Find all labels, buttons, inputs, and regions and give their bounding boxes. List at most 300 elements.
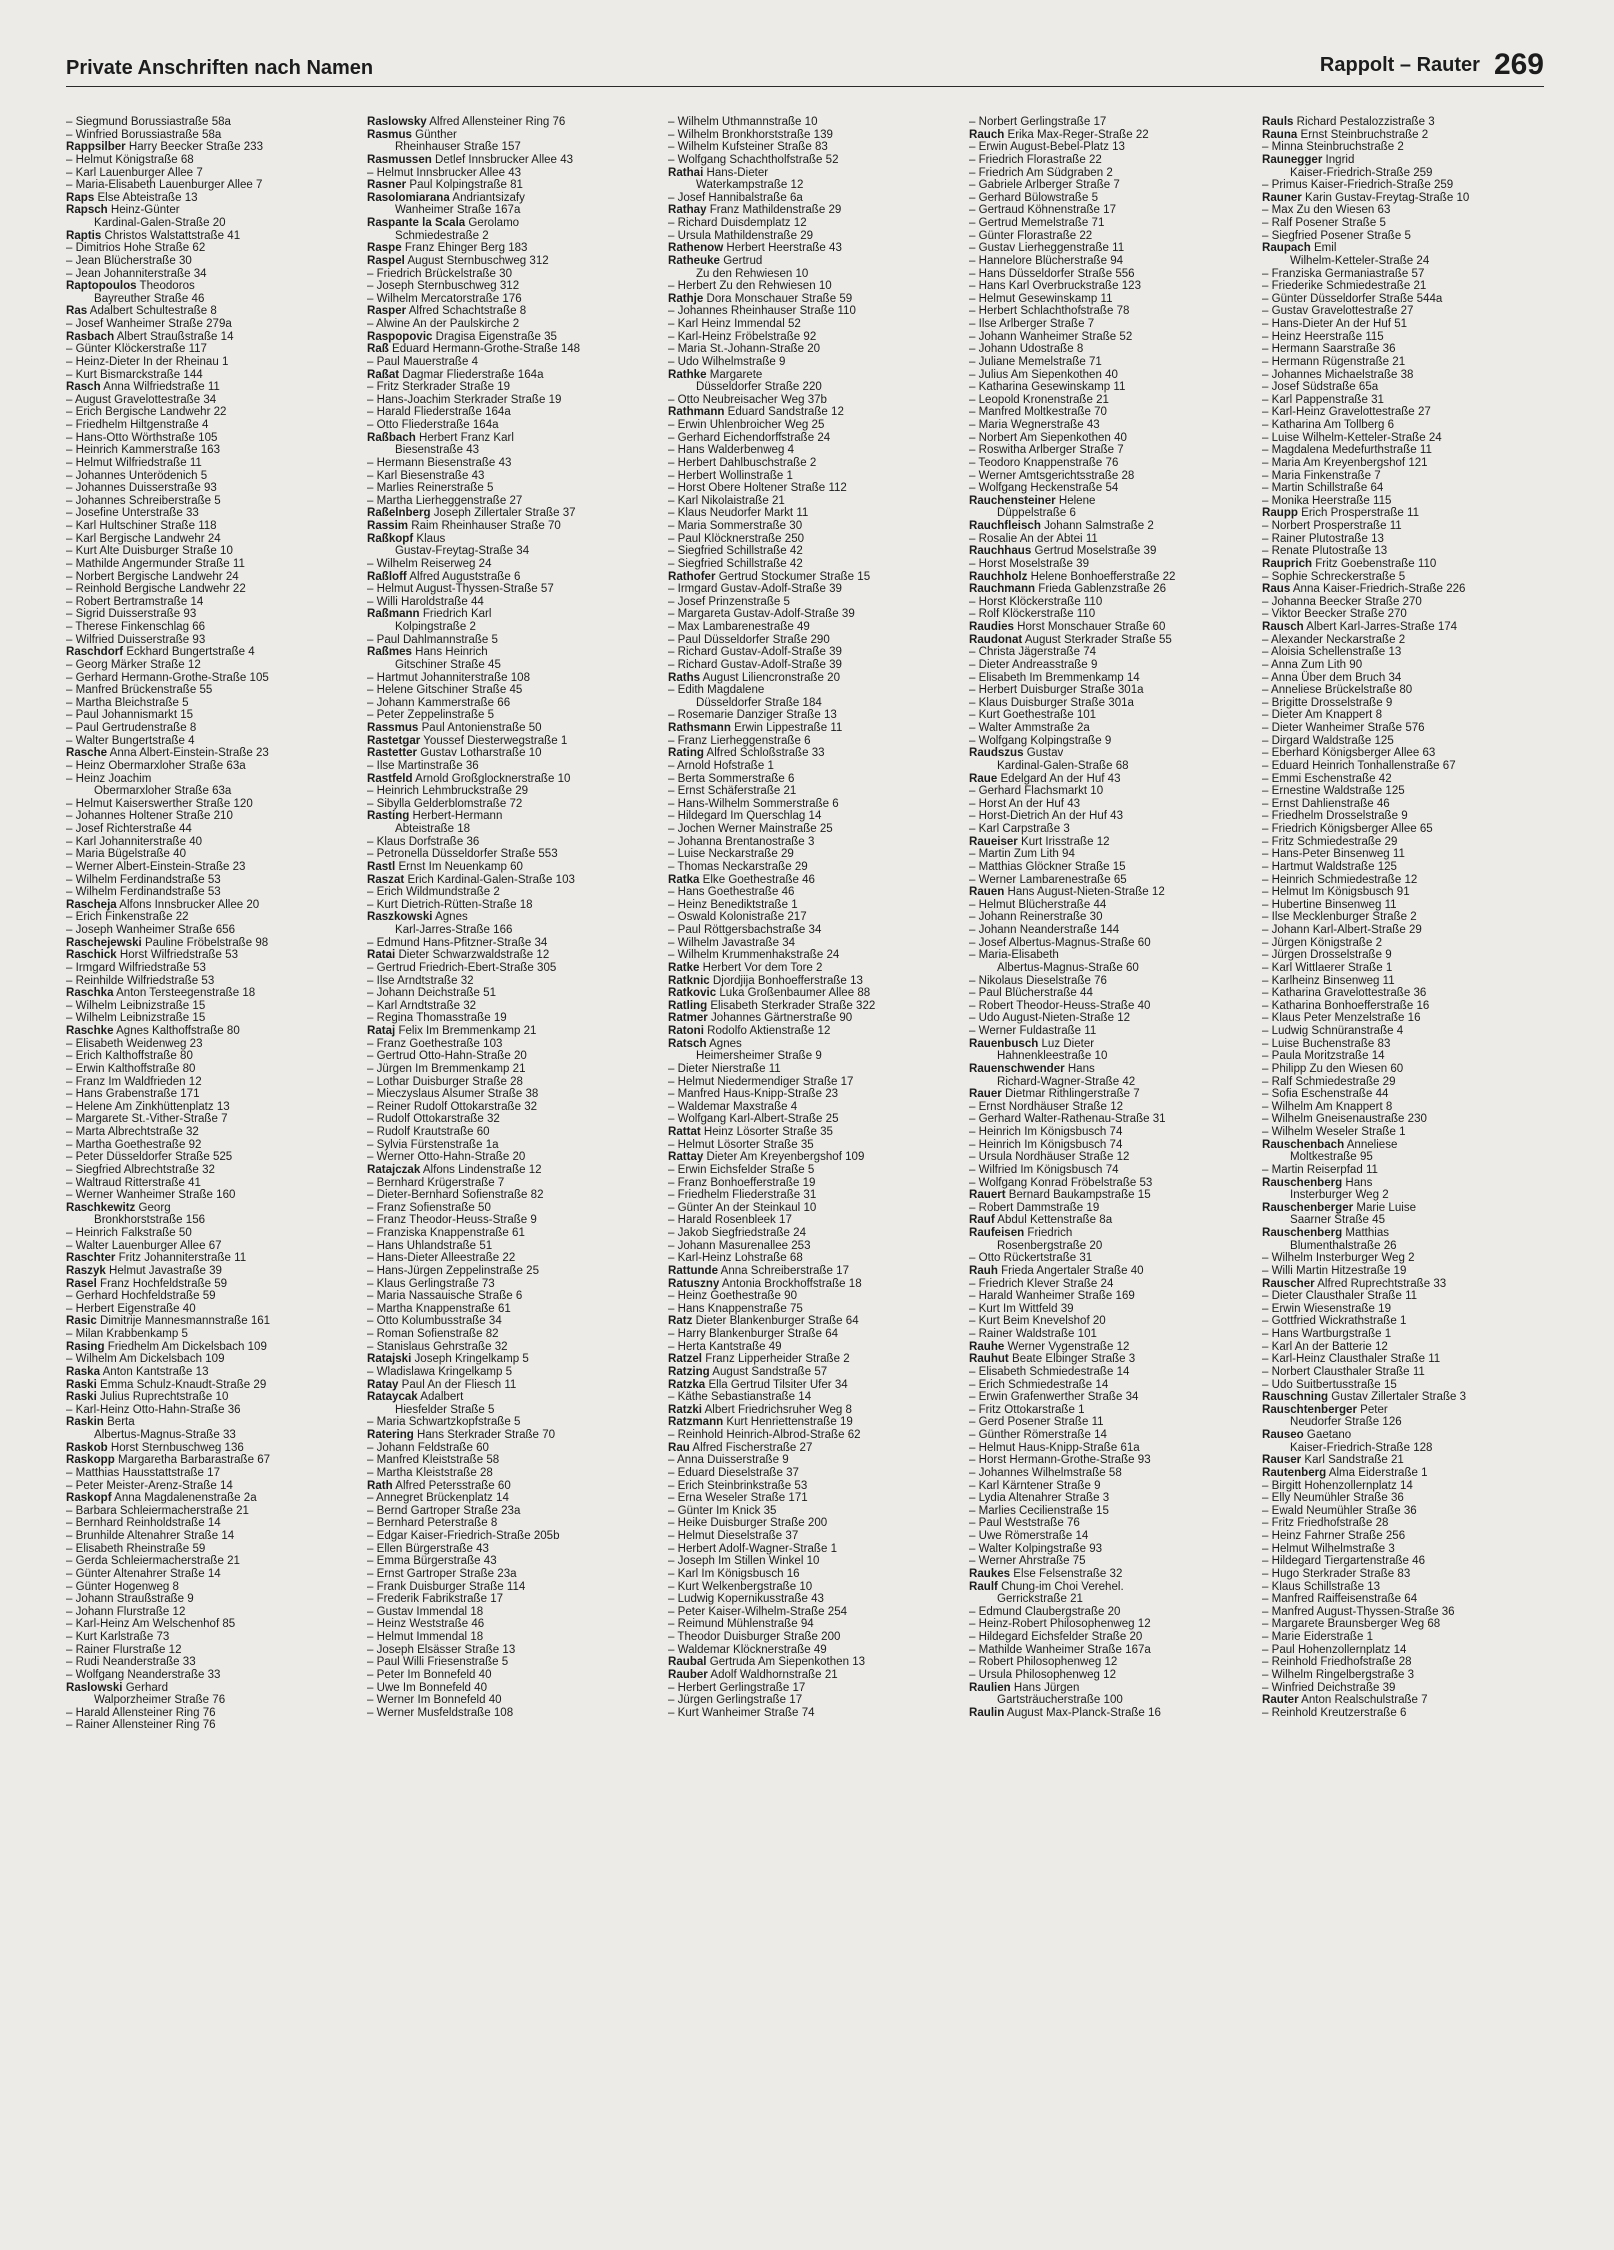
- directory-column-2: [367, 116, 657, 1719]
- directory-entry: Rauschenbach Anneliese: [1262, 1138, 1398, 1151]
- directory-entry: – Dieter-Bernhard Sofienstraße 82: [367, 1189, 544, 1202]
- directory-entry: – Ewald Neumühler Straße 36: [1262, 1504, 1417, 1517]
- directory-entry: Ratuszny Antonia Brockhoffstraße 18: [668, 1277, 862, 1290]
- directory-entry: – Käthe Sebastianstraße 14: [668, 1391, 812, 1404]
- directory-entry: – Udo Wilhelmstraße 9: [668, 355, 786, 368]
- directory-entry: – Maria-Elisabeth Lauenburger Allee 7: [66, 179, 263, 192]
- directory-entry: – Hannelore Blücherstraße 94: [969, 254, 1124, 267]
- entry-surname: Raulf: [969, 1580, 998, 1593]
- directory-entry: – Heinrich Schmiedestraße 12: [1262, 873, 1418, 886]
- directory-entry: – Karl Johanniterstraße 40: [66, 835, 203, 848]
- entry-surname: Rasner: [367, 179, 407, 192]
- directory-entry: – Irmgard Wilfriedstraße 53: [66, 961, 206, 974]
- directory-entry: – Berta Sommerstraße 6: [668, 772, 795, 785]
- directory-entry: – Hans Grabenstraße 171: [66, 1088, 200, 1101]
- entry-surname: Raska: [66, 1365, 101, 1378]
- directory-entry: – Günther Römerstraße 14: [969, 1429, 1107, 1441]
- directory-entry: Raudonat August Sterkrader Straße 55: [969, 633, 1172, 646]
- entry-surname: Rau: [668, 1441, 690, 1454]
- entry-surname: Raskopf: [66, 1492, 112, 1505]
- directory-entry: Rauh Frieda Angertaler Straße 40: [969, 1264, 1144, 1277]
- directory-entry: – Willi Martin Hitzestraße 19: [1262, 1264, 1407, 1277]
- entry-surname: Rauchholz: [969, 570, 1028, 583]
- directory-entry: – Paul Hohenzollernplatz 14: [1262, 1643, 1407, 1656]
- directory-entry: Düsseldorfer Straße 220: [696, 381, 822, 394]
- directory-entry: – Katharina Am Tollberg 6: [1262, 419, 1395, 431]
- entry-surname: Raschick: [66, 949, 117, 962]
- directory-entry: Raudszus Gustav: [969, 747, 1064, 760]
- directory-entry: – Karl Bergische Landwehr 24: [66, 532, 221, 545]
- directory-entry: – Fritz Ottokarstraße 1: [969, 1403, 1085, 1416]
- directory-entry: – Wolfgang Schachtholfstraße 52: [668, 153, 839, 166]
- directory-entry: Rauner Karin Gustav-Freytag-Straße 10: [1262, 191, 1470, 204]
- entry-surname: Ratuszny: [668, 1277, 720, 1290]
- directory-entry: – Norbert Clausthaler Straße 11: [1262, 1365, 1425, 1378]
- directory-entry: – Johann Masurenallee 253: [668, 1239, 811, 1252]
- directory-entry: – Hermann Rügenstraße 21: [1262, 355, 1406, 368]
- directory-entry: Rauf Abdul Kettenstraße 8a: [969, 1214, 1113, 1227]
- directory-entry: Ratke Herbert Vor dem Tore 2: [668, 961, 823, 974]
- entry-surname: Rathai: [668, 166, 704, 179]
- directory-entry: – Nikolaus Dieselstraße 76: [969, 974, 1107, 987]
- entry-surname: Rasbach: [66, 330, 115, 343]
- directory-entry: – Joseph Wanheimer Straße 656: [66, 924, 236, 936]
- entry-surname: Raschke: [66, 1025, 114, 1037]
- directory-entry: – Hartmut Johanniterstraße 108: [367, 671, 531, 684]
- directory-entry: – Viktor Beecker Straße 270: [1262, 608, 1407, 621]
- directory-entry: – Jürgen Im Bremmenkamp 21: [367, 1062, 526, 1075]
- directory-entry: – Johann Flurstraße 12: [66, 1605, 186, 1618]
- entry-surname: Rauna: [1262, 128, 1298, 141]
- entry-surname: Ratzki: [668, 1403, 703, 1416]
- directory-entry: Rosenbergstraße 20: [997, 1239, 1103, 1252]
- directory-entry: – Hermann Saarstraße 36: [1262, 343, 1396, 356]
- directory-entry: Saarner Straße 45: [1290, 1214, 1385, 1227]
- directory-entry: – Josefine Unterstraße 33: [66, 507, 199, 520]
- directory-entry: – Günter Hogenweg 8: [66, 1580, 179, 1593]
- directory-entry: – Maria Wegnerstraße 43: [969, 419, 1100, 431]
- directory-entry: – Hans-Dieter Alleestraße 22: [367, 1252, 516, 1265]
- directory-entry: – Herbert Duisburger Straße 301a: [969, 684, 1144, 697]
- directory-entry: – Lydia Altenahrer Straße 3: [969, 1492, 1110, 1505]
- directory-entry: – Johann Karl-Albert-Straße 29: [1262, 924, 1422, 936]
- directory-entry: – Robert Dammstraße 19: [969, 1201, 1100, 1214]
- directory-entry: – Wilhelm Javastraße 34: [668, 936, 796, 949]
- directory-entry: Raths August Liliencronstraße 20: [668, 671, 841, 684]
- directory-entry: Rheinhauser Straße 157: [395, 141, 521, 154]
- directory-entry: – Eduard Heinrich Tonhallenstraße 67: [1262, 759, 1456, 772]
- entry-surname: Rath: [367, 1479, 393, 1492]
- directory-entry: – Philipp Zu den Wiesen 60: [1262, 1062, 1404, 1075]
- directory-entry: – Ludwig Kopernikusstraße 43: [668, 1593, 824, 1606]
- entry-surname: Ratering: [367, 1429, 414, 1441]
- directory-entry: – Wilfried Duisserstraße 93: [66, 633, 206, 646]
- directory-entry: – Johann Deichstraße 51: [367, 987, 497, 1000]
- directory-entry: – Hans-Jürgen Zeppelinstraße 25: [367, 1264, 540, 1277]
- directory-entry: – Karl Carpstraße 3: [969, 823, 1070, 835]
- directory-entry: – Hans-Dieter An der Huf 51: [1262, 318, 1408, 330]
- directory-entry: – Norbert Prosperstraße 11: [1262, 520, 1402, 532]
- directory-entry: – Werner Musfeldstraße 108: [367, 1706, 514, 1719]
- directory-entry: – Johannes Unterödenich 5: [66, 469, 208, 482]
- directory-entry: Rauch Erika Max-Reger-Straße 22: [969, 128, 1149, 141]
- directory-entry: – Horst An der Huf 43: [969, 797, 1081, 810]
- directory-entry: – Klaus Gerlingstraße 73: [367, 1277, 495, 1290]
- directory-entry: Schmiedestraße 2: [395, 229, 489, 242]
- entry-surname: Rasolomiarana: [367, 191, 450, 204]
- directory-entry: – Brigitte Drosselstraße 9: [1262, 696, 1393, 709]
- directory-entry: Rastetter Gustav Lotharstraße 10: [367, 747, 542, 760]
- directory-entry: – Horst Moselstraße 39: [969, 557, 1090, 570]
- directory-entry: – Matthias Hausstattstraße 17: [66, 1466, 221, 1479]
- directory-entry: – Ursula Philosophenweg 12: [969, 1668, 1116, 1681]
- directory-entry: Rasper Alfred Schachtstraße 8: [367, 305, 527, 318]
- directory-entry: – Horst Hermann-Grothe-Straße 93: [969, 1454, 1151, 1467]
- page-range: [1320, 48, 1544, 82]
- directory-entry: – Jean Johanniterstraße 34: [66, 267, 207, 280]
- directory-entry: – Wolfgang Kolpingstraße 9: [969, 734, 1112, 747]
- directory-entry: – Ernst Dahlienstraße 46: [1262, 797, 1390, 810]
- directory-entry: – Richard Gustav-Adolf-Straße 39: [668, 658, 842, 671]
- directory-entry: Rasch Anna Wilfriedstraße 11: [66, 381, 220, 394]
- directory-entry: – Reinhold Heinrich-Albrod-Straße 62: [668, 1429, 861, 1441]
- directory-entry: – Gustav Lierheggenstraße 11: [969, 242, 1125, 255]
- directory-entry: – Mathilde Wanheimer Straße 167a: [969, 1643, 1151, 1656]
- entry-surname: Rauh: [969, 1264, 998, 1277]
- directory-entry: – Edgar Kaiser-Friedrich-Straße 205b: [367, 1530, 560, 1542]
- directory-entry: Rasche Anna Albert-Einstein-Straße 23: [66, 747, 269, 760]
- directory-entry: – Winfried Deichstraße 39: [1262, 1681, 1396, 1694]
- directory-entry: Rattunde Anna Schreiberstraße 17: [668, 1264, 849, 1277]
- entry-surname: Rathofer: [668, 570, 716, 583]
- directory-entry: – Horst Obere Holtener Straße 112: [668, 482, 847, 495]
- directory-entry: Albertus-Magnus-Straße 33: [94, 1429, 236, 1441]
- directory-entry: Gartsträucherstraße 100: [997, 1694, 1123, 1707]
- entry-surname: Raudonat: [969, 633, 1023, 646]
- directory-entry: Rathje Dora Monschauer Straße 59: [668, 292, 853, 305]
- directory-entry: – Dieter Wanheimer Straße 576: [1262, 722, 1425, 734]
- entry-surname: Rauchmann: [969, 583, 1036, 596]
- directory-entry: – Herbert Schlachthofstraße 78: [969, 305, 1130, 318]
- entry-surname: Rauschning: [1262, 1391, 1329, 1404]
- directory-entry: Richard-Wagner-Straße 42: [997, 1075, 1136, 1088]
- directory-entry: Rauscher Alfred Ruprechtstraße 33: [1262, 1277, 1447, 1290]
- directory-entry: – Klaus Schillstraße 13: [1262, 1580, 1381, 1593]
- directory-entry: – Gerhard Walter-Rathenau-Straße 31: [969, 1113, 1166, 1126]
- directory-entry: Raspopovic Dragisa Eigenstraße 35: [367, 330, 557, 343]
- entry-surname: Rauser: [1262, 1454, 1302, 1467]
- directory-entry: – Karl-Heinz Clausthaler Straße 11: [1262, 1353, 1441, 1366]
- directory-entry: – Therese Finkenschlag 66: [66, 621, 206, 633]
- directory-entry: – Roswitha Arlberger Straße 7: [969, 444, 1124, 457]
- directory-entry: – Karl Pappenstraße 31: [1262, 393, 1384, 406]
- entry-surname: Rauer: [969, 1088, 1002, 1101]
- directory-entry: – Katharina Gravelottestraße 36: [1262, 987, 1427, 1000]
- directory-entry: – Karl Hultschiner Straße 118: [66, 520, 217, 532]
- entry-surname: Ratay: [367, 1378, 399, 1391]
- directory-entry: – Ilse Arndtstraße 32: [367, 974, 474, 987]
- directory-entry: – Martha Kleiststraße 28: [367, 1466, 493, 1479]
- directory-entry: – Harald Allensteiner Ring 76: [66, 1706, 216, 1719]
- entry-surname: Raudszus: [969, 747, 1024, 760]
- directory-entry: Raßmes Hans Heinrich: [367, 646, 488, 659]
- entry-surname: Rausch: [1262, 621, 1304, 633]
- entry-surname: Raszyk: [66, 1264, 106, 1277]
- directory-entry: – Wilfried Im Königsbusch 74: [969, 1163, 1119, 1176]
- directory-entry: – Günter Florastraße 22: [969, 229, 1093, 242]
- directory-entry: Rathsmann Erwin Lippestraße 11: [668, 722, 843, 734]
- directory-entry: – Karl Biesenstraße 43: [367, 469, 485, 482]
- entry-surname: Ratzel: [668, 1353, 703, 1366]
- entry-surname: Rascheja: [66, 898, 117, 911]
- entry-surname: Raspe: [367, 242, 402, 255]
- directory-entry: – Johann Udostraße 8: [969, 343, 1084, 356]
- directory-entry: – Thomas Neckarstraße 29: [668, 860, 808, 873]
- entry-surname: Ras: [66, 305, 88, 318]
- directory-entry: Rauchholz Helene Bonhoefferstraße 22: [969, 570, 1176, 583]
- directory-entry: Ratajski Joseph Kringelkamp 5: [367, 1353, 529, 1366]
- directory-entry: Rasmus Günther: [367, 128, 457, 141]
- directory-entry: – Karl-Heinz Am Welschenhof 85: [66, 1618, 236, 1631]
- directory-entry: – Karl Lauenburger Allee 7: [66, 166, 203, 179]
- entry-surname: Raski: [66, 1391, 97, 1404]
- directory-entry: Rasic Dimitrije Mannesmannstraße 161: [66, 1315, 271, 1328]
- directory-entry: Moltkestraße 95: [1290, 1151, 1373, 1164]
- directory-entry: Rautenberg Alma Eiderstraße 1: [1262, 1466, 1428, 1479]
- directory-entry: – Herbert Eigenstraße 40: [66, 1302, 196, 1315]
- directory-entry: – Mathilde Angermunder Straße 11: [66, 557, 245, 570]
- directory-entry: – Elisabeth Weidenweg 23: [66, 1037, 203, 1050]
- directory-entry: – Gustav Gravelottestraße 27: [1262, 305, 1414, 318]
- directory-entry: – Herbert Dahlbuschstraße 2: [668, 456, 817, 469]
- entry-surname: Rataj: [367, 1025, 396, 1037]
- directory-entry: – Wilhelm Krummenhakstraße 24: [668, 949, 840, 962]
- directory-entry: – Martha Lierheggenstraße 27: [367, 494, 523, 507]
- directory-entry: – Udo Suitbertusstraße 15: [1262, 1378, 1397, 1391]
- entry-surname: Rauchensteiner: [969, 494, 1056, 507]
- directory-entry: – Ursula Mathildenstraße 29: [668, 229, 814, 242]
- directory-entry: – Heinrich Falkstraße 50: [66, 1227, 192, 1239]
- directory-entry: Raß Eduard Hermann-Grothe-Straße 148: [367, 343, 581, 356]
- directory-entry: – Bernhard Peterstraße 8: [367, 1517, 498, 1530]
- directory-entry: – Helmut Haus-Knipp-Straße 61a: [969, 1441, 1140, 1454]
- entry-surname: Raspel: [367, 254, 405, 267]
- directory-entry: Raptis Christos Walstattstraße 41: [66, 229, 241, 242]
- entry-surname: Rathje: [668, 292, 704, 305]
- entry-surname: Raupp: [1262, 507, 1298, 520]
- entry-surname: Rauchhaus: [969, 545, 1032, 558]
- directory-entry: Raupach Emil: [1262, 242, 1337, 255]
- directory-entry: Rating Alfred Schloßstraße 33: [668, 747, 825, 760]
- directory-entry: – Willi Haroldstraße 44: [367, 595, 484, 608]
- directory-entry: – Ilse Arlberger Straße 7: [969, 318, 1095, 330]
- directory-entry: – Siegfried Schillstraße 42: [668, 557, 803, 570]
- directory-entry: – Heinrich Im Königsbusch 74: [969, 1138, 1123, 1151]
- directory-entry: Rascheja Alfons Innsbrucker Allee 20: [66, 898, 260, 911]
- directory-entry: – Johanna Beecker Straße 270: [1262, 595, 1422, 608]
- directory-entry: – Gerhard Flachsmarkt 10: [969, 785, 1104, 798]
- directory-entry: – Emma Bürgerstraße 43: [367, 1555, 497, 1568]
- entry-surname: Raptopoulos: [66, 280, 137, 293]
- directory-entry: Rauert Bernard Baukampstraße 15: [969, 1189, 1151, 1202]
- entry-surname: Rauber: [668, 1668, 708, 1681]
- directory-entry: – Walter Bungertstraße 4: [66, 734, 195, 747]
- directory-entry: – Gertrud Friedrich-Ebert-Straße 305: [367, 961, 557, 974]
- directory-entry: – Heinz-Robert Philosophenweg 12: [969, 1618, 1151, 1631]
- directory-entry: – Wilhelm Reiserweg 24: [367, 557, 492, 570]
- directory-entry: Raschejewski Pauline Fröbelstraße 98: [66, 936, 269, 949]
- entry-surname: Rasmussen: [367, 153, 432, 166]
- directory-entry: Raskob Horst Sternbuschweg 136: [66, 1441, 244, 1454]
- directory-column-1: [66, 116, 356, 1732]
- directory-entry: Ratheuke Gertrud: [668, 254, 763, 267]
- directory-entry: – Helene Gitschiner Straße 45: [367, 684, 523, 697]
- entry-surname: Ratmer: [668, 1012, 708, 1025]
- directory-entry: Ratai Dieter Schwarzwaldstraße 12: [367, 949, 550, 962]
- entry-surname: Rauter: [1262, 1694, 1299, 1707]
- directory-entry: Rassim Raim Rheinhauser Straße 70: [367, 520, 561, 532]
- entry-surname: Raßkopf: [367, 532, 414, 545]
- directory-entry: – Heinz Obermarxloher Straße 63a: [66, 759, 246, 772]
- entry-surname: Rating: [668, 747, 704, 760]
- directory-entry: – Werner Wanheimer Straße 160: [66, 1189, 236, 1202]
- entry-surname: Rathay: [668, 204, 707, 217]
- entry-surname: Rauner: [1262, 191, 1302, 204]
- directory-entry: – Mieczyslaus Alsumer Straße 38: [367, 1088, 539, 1101]
- directory-entry: – Ernst Schäferstraße 21: [668, 785, 797, 798]
- directory-entry: – Erich Steinbrinkstraße 53: [668, 1479, 808, 1492]
- directory-entry: – Manfred Moltkestraße 70: [969, 406, 1107, 419]
- entry-surname: Raßmes: [367, 646, 412, 659]
- entry-surname: Raps: [66, 191, 95, 204]
- directory-entry: – Theodor Duisburger Straße 200: [668, 1631, 841, 1643]
- directory-entry: – Leopold Kronenstraße 21: [969, 393, 1109, 406]
- directory-entry: – Katharina Bonhoefferstraße 16: [1262, 999, 1430, 1012]
- directory-entry: Rauna Ernst Steinbruchstraße 2: [1262, 128, 1429, 141]
- directory-entry: – Manfred Kleiststraße 58: [367, 1454, 500, 1467]
- entry-surname: Rassmus: [367, 722, 419, 734]
- directory-entry: – Herta Kantstraße 49: [668, 1340, 782, 1353]
- directory-entry: – Margarete St.-Vither-Straße 7: [66, 1113, 228, 1126]
- directory-entry: – Elly Neumühler Straße 36: [1262, 1492, 1404, 1505]
- directory-entry: Rauber Adolf Waldhornstraße 21: [668, 1668, 838, 1681]
- directory-entry: Ratkovic Luka Großenbaumer Allee 88: [668, 987, 871, 1000]
- entry-surname: Raukes: [969, 1567, 1011, 1580]
- directory-entry: – Edith Magdalene: [668, 684, 765, 697]
- directory-entry: – Wladislawa Kringelkamp 5: [367, 1365, 513, 1378]
- directory-entry: – Helmut Niedermendiger Straße 17: [668, 1075, 854, 1088]
- directory-entry: Insterburger Weg 2: [1290, 1189, 1389, 1202]
- directory-entry: Raßelnberg Joseph Zillertaler Straße 37: [367, 507, 576, 520]
- directory-entry: – Regina Thomasstraße 19: [367, 1012, 507, 1025]
- directory-entry: – Josef Südstraße 65a: [1262, 381, 1379, 394]
- directory-entry: – Franziska Knappenstraße 61: [367, 1227, 525, 1239]
- entry-surname: Rauert: [969, 1189, 1006, 1202]
- directory-entry: – Karl-Heinz Lohstraße 68: [668, 1252, 803, 1265]
- entry-surname: Rathenow: [668, 242, 724, 255]
- directory-entry: – Maria-Elisabeth: [969, 949, 1059, 962]
- directory-entry: – Wilhelm Am Knappert 8: [1262, 1100, 1393, 1113]
- entry-surname: Raski: [66, 1378, 97, 1391]
- directory-entry: Raschkewitz Georg: [66, 1201, 171, 1214]
- directory-entry: – Teodoro Knappenstraße 76: [969, 456, 1119, 469]
- directory-entry: Gitschiner Straße 45: [395, 658, 501, 671]
- directory-entry: – August Gravelottestraße 34: [66, 393, 217, 406]
- directory-entry: – Gerhard Hermann-Grothe-Straße 105: [66, 671, 269, 684]
- directory-entry: – Robert Bertramstraße 14: [66, 595, 204, 608]
- entry-surname: Raspopovic: [367, 330, 433, 343]
- directory-entry: – Wilhelm Ferdinandstraße 53: [66, 873, 221, 886]
- directory-entry: Ras Adalbert Schultestraße 8: [66, 305, 217, 318]
- directory-entry: – Wolfgang Konrad Fröbelstraße 53: [969, 1176, 1153, 1189]
- directory-entry: – Dieter Andreasstraße 9: [969, 658, 1098, 671]
- directory-entry: Rathmann Eduard Sandstraße 12: [668, 406, 844, 419]
- directory-entry: Hiesfelder Straße 5: [395, 1403, 495, 1416]
- entry-surname: Rastetter: [367, 747, 418, 760]
- directory-entry: Rauprich Fritz Goebenstraße 110: [1262, 557, 1437, 570]
- directory-entry: – Erwin Wiesenstraße 19: [1262, 1302, 1391, 1315]
- directory-entry: – Werner Amtsgerichtsstraße 28: [969, 469, 1135, 482]
- directory-entry: – Uwe Römerstraße 14: [969, 1530, 1089, 1542]
- directory-entry: – Helmut Lösorter Straße 35: [668, 1138, 814, 1151]
- directory-entry: – Herbert Gerlingstraße 17: [668, 1681, 806, 1694]
- entry-surname: Ratheuke: [668, 254, 720, 267]
- directory-entry: – Milan Krabbenkamp 5: [66, 1328, 188, 1340]
- entry-surname: Rauhe: [969, 1340, 1005, 1353]
- directory-entry: – Edmund Claubergstraße 20: [969, 1605, 1121, 1618]
- directory-entry: Rasing Friedhelm Am Dickelsbach 109: [66, 1340, 267, 1353]
- directory-entry: – Herbert Zu den Rehwiesen 10: [668, 280, 832, 293]
- directory-entry: – Hans-Wilhelm Sommerstraße 6: [668, 797, 839, 810]
- directory-entry: – Friedrich Brückelstraße 30: [367, 267, 513, 280]
- directory-entry: – Wilhelm Weseler Straße 1: [1262, 1126, 1406, 1138]
- directory-entry: – Wilhelm Leibnizstraße 15: [66, 1012, 206, 1025]
- directory-entry: – Sigrid Duisserstraße 93: [66, 608, 197, 621]
- directory-entry: – Peter Kaiser-Wilhelm-Straße 254: [668, 1605, 848, 1618]
- directory-entry: Obermarxloher Straße 63a: [94, 785, 232, 798]
- directory-entry: – Heinz Goethestraße 90: [668, 1290, 798, 1303]
- directory-entry: – Peter Meister-Arenz-Straße 14: [66, 1479, 233, 1492]
- entry-surname: Ratajski: [367, 1353, 412, 1366]
- directory-entry: – Werner Lambarenestraße 65: [969, 873, 1127, 886]
- directory-entry: – Otto Rückertstraße 31: [969, 1252, 1093, 1265]
- directory-entry: – Hans-Otto Wörthstraße 105: [66, 431, 218, 444]
- entry-surname: Ratke: [668, 961, 700, 974]
- directory-entry: Kardinal-Galen-Straße 20: [94, 217, 226, 229]
- directory-entry: – Siegfried Schillstraße 42: [668, 545, 803, 558]
- directory-entry: – Heinz-Dieter In der Rheinau 1: [66, 355, 229, 368]
- directory-entry: – Sophie Schreckerstraße 5: [1262, 570, 1406, 583]
- directory-entry: – Ernst Nordhäuser Straße 12: [969, 1100, 1124, 1113]
- entry-surname: Raths: [668, 671, 701, 684]
- directory-entry: – Harald Wanheimer Straße 169: [969, 1290, 1135, 1303]
- directory-entry: Rauer Dietmar Rithlingerstraße 7: [969, 1088, 1140, 1101]
- directory-entry: – Marta Albrechtstraße 32: [66, 1126, 199, 1138]
- directory-entry: – Herbert Wollinstraße 1: [668, 469, 793, 482]
- directory-entry: – Waldemar Klöcknerstraße 49: [668, 1643, 827, 1656]
- directory-entry: Ratering Hans Sterkrader Straße 70: [367, 1429, 556, 1441]
- directory-entry: – Frank Duisburger Straße 114: [367, 1580, 526, 1593]
- directory-entry: Rappsilber Harry Beecker Straße 233: [66, 141, 264, 154]
- entry-surname: Rasche: [66, 747, 108, 760]
- directory-entry: Raslowski Gerhard: [66, 1681, 169, 1694]
- directory-entry: Raudies Horst Monschauer Straße 60: [969, 621, 1166, 633]
- directory-entry: – Josef Prinzenstraße 5: [668, 595, 790, 608]
- directory-entry: – Karl Nikolaistraße 21: [668, 494, 785, 507]
- directory-entry: – Marie Eiderstraße 1: [1262, 1631, 1374, 1643]
- entry-surname: Rastl: [367, 860, 396, 873]
- entry-surname: Ratka: [668, 873, 700, 886]
